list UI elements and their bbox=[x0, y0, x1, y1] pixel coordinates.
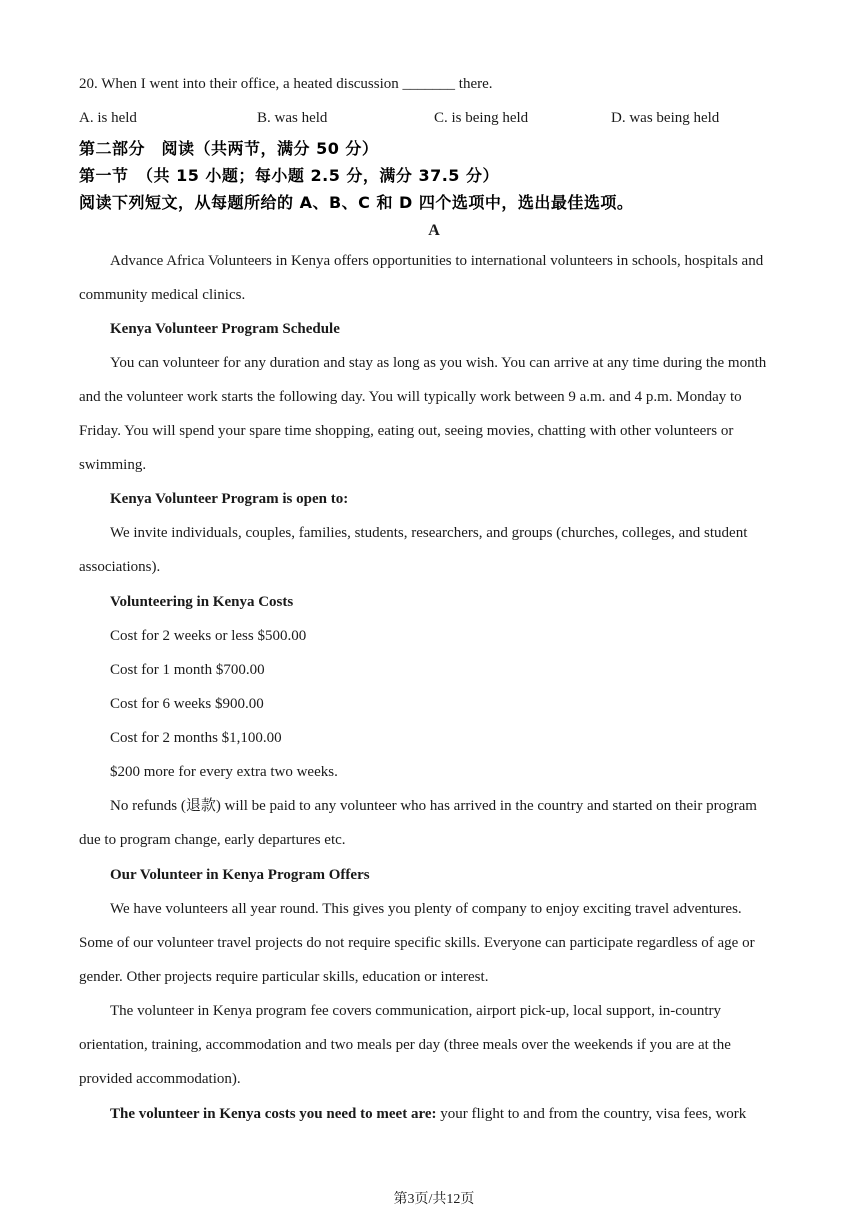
refund-line-2: due to program change, early departures etc. bbox=[79, 832, 346, 848]
fee-line-1: The volunteer in Kenya program fee covers communication, airport pick-up, local support, in-country bbox=[110, 1003, 722, 1019]
cost-extra: $200 more for every extra two weeks. bbox=[110, 764, 338, 780]
option-c: C. is being held bbox=[434, 110, 529, 126]
refund-line-1: No refunds (退款) will be paid to any volunteer who has arrived in the country and started on their program bbox=[110, 798, 757, 814]
intro-line-2: community medical clinics. bbox=[79, 287, 246, 303]
offers-line-3: gender. Other projects require particular skills, education or interest. bbox=[79, 969, 489, 985]
offers-line-1: We have volunteers all year round. This gives you plenty of company to enjoy exciting travel adventures. bbox=[110, 901, 742, 917]
question-stem: 20. When I went into their office, a heated discussion _______ there. bbox=[79, 76, 493, 92]
schedule-line-1: You can volunteer for any duration and stay as long as you wish. You can arrive at any time during the month bbox=[110, 355, 767, 371]
fee-line-2: orientation, training, accommodation and two meals per day (three meals over the weekends if you are at the bbox=[79, 1037, 731, 1053]
open-line-1: We invite individuals, couples, families, students, researchers, and groups (churches, colleges, and student bbox=[110, 525, 748, 541]
schedule-line-4: swimming. bbox=[79, 457, 147, 473]
costs-heading: Volunteering in Kenya Costs bbox=[110, 594, 294, 610]
section-part-heading: 第二部分 阅读（共两节，满分 50 分） bbox=[79, 139, 379, 158]
schedule-line-3: Friday. You will spend your spare time shopping, eating out, seeing movies, chatting with other volunteers or bbox=[79, 423, 734, 439]
cost-item: Cost for 2 months $1,100.00 bbox=[110, 730, 282, 746]
cost-item: Cost for 1 month $700.00 bbox=[110, 662, 265, 678]
open-line-2: associations). bbox=[79, 559, 161, 575]
passage-letter: A bbox=[428, 222, 440, 239]
schedule-line-2: and the volunteer work starts the following day. You will typically work between 9 a.m. and 4 p.m. Monday to bbox=[79, 389, 742, 405]
open-heading: Kenya Volunteer Program is open to: bbox=[110, 491, 349, 507]
reading-instruction: 阅读下列短文，从每题所给的 A、B、C 和 D 四个选项中，选出最佳选项。 bbox=[79, 193, 634, 212]
option-a: A. is held bbox=[79, 110, 137, 126]
option-d: D. was being held bbox=[611, 110, 720, 126]
fee-line-3: provided accommodation). bbox=[79, 1071, 241, 1087]
costs-to-meet-text: your flight to and from the country, visa fees, work bbox=[436, 1106, 747, 1122]
cost-item: Cost for 2 weeks or less $500.00 bbox=[110, 628, 307, 644]
intro-line-1: Advance Africa Volunteers in Kenya offers opportunities to international volunteers in schools, hospitals and bbox=[110, 253, 764, 269]
offers-heading: Our Volunteer in Kenya Program Offers bbox=[110, 867, 370, 883]
answer-options bbox=[79, 108, 799, 128]
costs-to-meet-line bbox=[110, 1104, 746, 1124]
costs-to-meet-label: The volunteer in Kenya costs you need to meet are: bbox=[110, 1106, 437, 1122]
cost-item: Cost for 6 weeks $900.00 bbox=[110, 696, 264, 712]
page-number-footer: 第3页/共12页 bbox=[393, 1192, 475, 1207]
subsection-heading: 第一节 （共 15 小题；每小题 2.5 分，满分 37.5 分） bbox=[79, 166, 500, 185]
schedule-heading: Kenya Volunteer Program Schedule bbox=[110, 321, 340, 337]
offers-line-2: Some of our volunteer travel projects do not require specific skills. Everyone can participate regardless of age or bbox=[79, 935, 755, 951]
option-b: B. was held bbox=[257, 110, 328, 126]
